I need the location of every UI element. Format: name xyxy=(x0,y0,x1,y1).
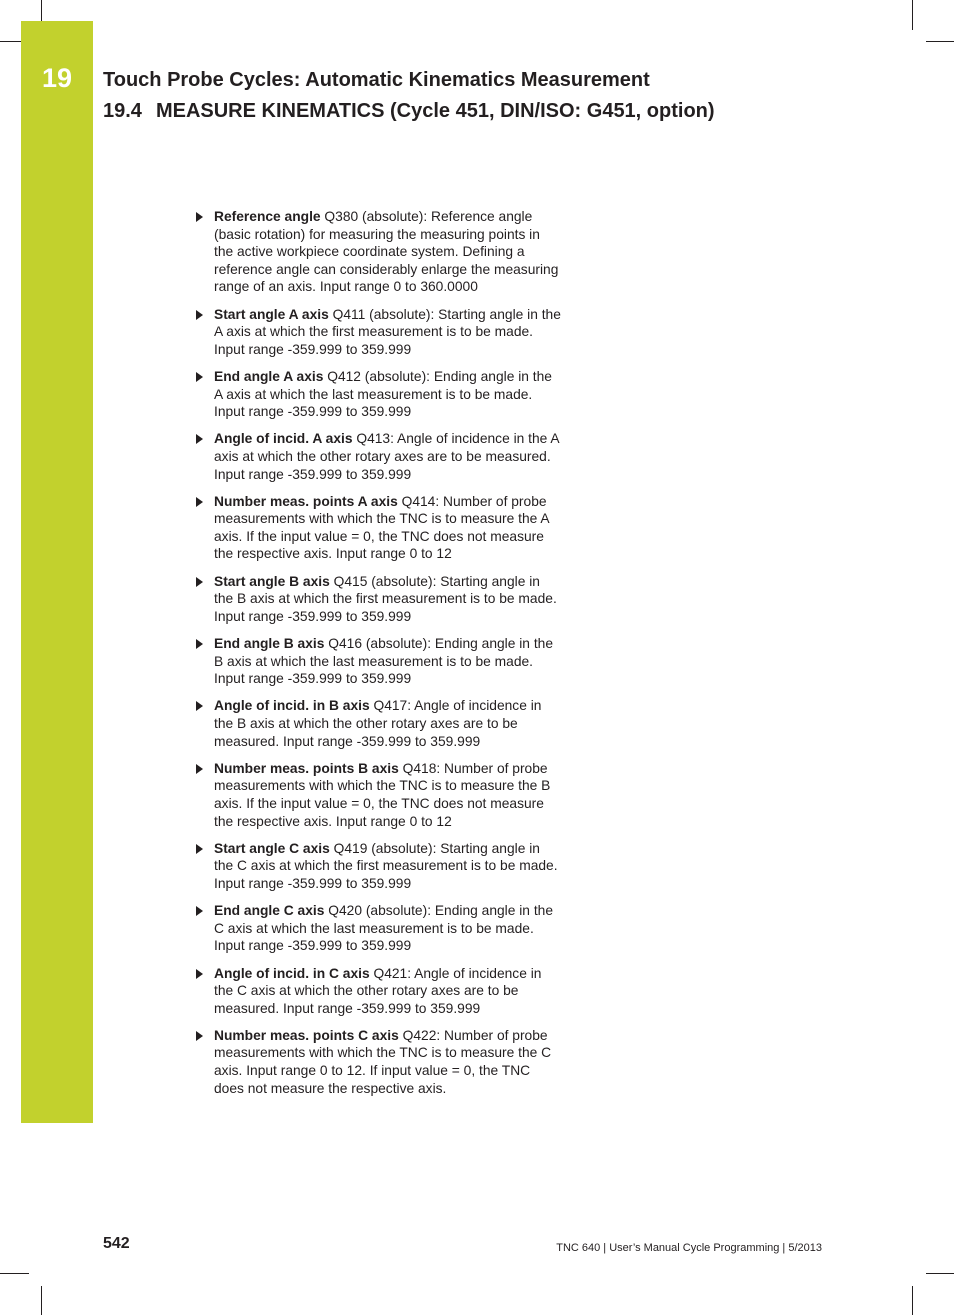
list-item xyxy=(196,635,561,688)
crop-mark xyxy=(0,1273,29,1274)
crop-mark xyxy=(926,1273,954,1274)
crop-mark xyxy=(41,1286,42,1315)
parameter-description: Q380 (absolute): Reference angle (basic rotation) for measuring the measuring points in the active workpiece coordinate system. Defining a reference angle can considerably enlarge the measuring range of an axis. Input range 0 to 360.0000 xyxy=(214,209,559,295)
triangle-bullet-icon xyxy=(196,212,203,222)
section-title-text: MEASURE KINEMATICS (Cycle 451, DIN/ISO: G451, option) xyxy=(155,100,715,122)
page-number: 542 xyxy=(103,1235,130,1252)
parameter-description: Q419 (absolute): Starting angle in the C axis at which the first measurement is to be made. Input range -359.999 to 359.999 xyxy=(214,840,558,891)
crop-mark xyxy=(0,41,21,42)
parameter-name: Angle of incid. in C axis xyxy=(214,965,370,981)
parameter-description: Q418: Number of probe measurements with which the TNC is to measure the B axis. If the input value = 0, the TNC does not measure the respective axis. Input range 0 to 12 xyxy=(214,760,551,829)
crop-mark xyxy=(912,1286,913,1315)
parameter-description: Q422: Number of probe measurements with which the TNC is to measure the C axis. Input range 0 to 12. If input value = 0, the TNC does not measure the respective axis. xyxy=(214,1027,552,1096)
parameter-description: Q417: Angle of incidence in the B axis at which the other rotary axes are to be measured. Input range -359.999 to 359.999 xyxy=(214,698,542,749)
crop-mark xyxy=(912,0,913,30)
triangle-bullet-icon xyxy=(196,577,203,587)
list-item xyxy=(196,306,561,359)
parameter-name: Start angle B axis xyxy=(214,573,330,589)
parameter-name: Number meas. points B axis xyxy=(214,760,399,776)
parameter-name: End angle B axis xyxy=(214,636,325,652)
parameter-name: Start angle C axis xyxy=(214,840,330,856)
parameter-description: Q420 (absolute): Ending angle in the C axis at which the last measurement is to be made. Input range -359.999 to 359.999 xyxy=(214,903,553,954)
parameter-name: Reference angle xyxy=(214,209,321,224)
parameter-name: Angle of incid. in B axis xyxy=(214,698,370,714)
parameter-name: End angle C axis xyxy=(214,903,325,919)
list-item xyxy=(196,902,561,955)
parameter-list xyxy=(196,208,561,1107)
section-number: 19.4 xyxy=(103,100,142,122)
list-item xyxy=(196,493,561,563)
chapter-number: 19 xyxy=(41,63,73,93)
parameter-description: Q413: Angle of incidence in the A axis at which the other rotary axes are to be measured. Input range -359.999 to 359.999 xyxy=(214,431,559,482)
page-header xyxy=(103,68,923,123)
triangle-bullet-icon xyxy=(196,639,203,649)
triangle-bullet-icon xyxy=(196,764,203,774)
list-item xyxy=(196,965,561,1018)
chapter-tab xyxy=(21,21,93,1123)
triangle-bullet-icon xyxy=(196,372,203,382)
parameter-name: Angle of incid. A axis xyxy=(214,431,353,447)
triangle-bullet-icon xyxy=(196,844,203,854)
parameter-name: Number meas. points C axis xyxy=(214,1027,399,1043)
triangle-bullet-icon xyxy=(196,434,203,444)
chapter-title: Touch Probe Cycles: Automatic Kinematics Measurement xyxy=(103,69,650,91)
triangle-bullet-icon xyxy=(196,310,203,320)
parameter-description: Q421: Angle of incidence in the C axis at which the other rotary axes are to be measured. Input range -359.999 to 359.999 xyxy=(214,965,542,1016)
triangle-bullet-icon xyxy=(196,906,203,916)
parameter-description: Q414: Number of probe measurements with which the TNC is to measure the A axis. If the input value = 0, the TNC does not measure the respective axis. Input range 0 to 12 xyxy=(214,493,549,562)
parameter-description: Q416 (absolute): Ending angle in the B axis at which the last measurement is to be made. Input range -359.999 to 359.999 xyxy=(214,636,553,687)
list-item xyxy=(196,697,561,750)
parameter-description: Q411 (absolute): Starting angle in the A axis at which the first measurement is to be made. Input range -359.999 to 359.999 xyxy=(214,306,561,357)
section-title xyxy=(103,99,923,123)
list-item xyxy=(196,840,561,893)
triangle-bullet-icon xyxy=(196,1031,203,1041)
triangle-bullet-icon xyxy=(196,497,203,507)
parameter-description: Q412 (absolute): Ending angle in the A axis at which the last measurement is to be made. Input range -359.999 to 359.999 xyxy=(214,368,552,420)
list-item xyxy=(196,573,561,626)
crop-mark xyxy=(41,0,42,21)
document-info: TNC 640 | User’s Manual Cycle Programming | 5/2013 xyxy=(556,1242,822,1254)
list-item xyxy=(196,1027,561,1097)
list-item xyxy=(196,208,561,296)
list-item xyxy=(196,368,561,421)
parameter-name: Start angle A axis xyxy=(214,306,329,322)
list-item xyxy=(196,430,561,483)
crop-mark xyxy=(926,41,954,42)
list-item xyxy=(196,760,561,830)
parameter-name: Number meas. points A axis xyxy=(214,493,398,509)
parameter-name: End angle A axis xyxy=(214,368,324,384)
triangle-bullet-icon xyxy=(196,701,203,711)
parameter-description: Q415 (absolute): Starting angle in the B axis at which the first measurement is to be made. Input range -359.999 to 359.999 xyxy=(214,573,557,624)
triangle-bullet-icon xyxy=(196,969,203,979)
